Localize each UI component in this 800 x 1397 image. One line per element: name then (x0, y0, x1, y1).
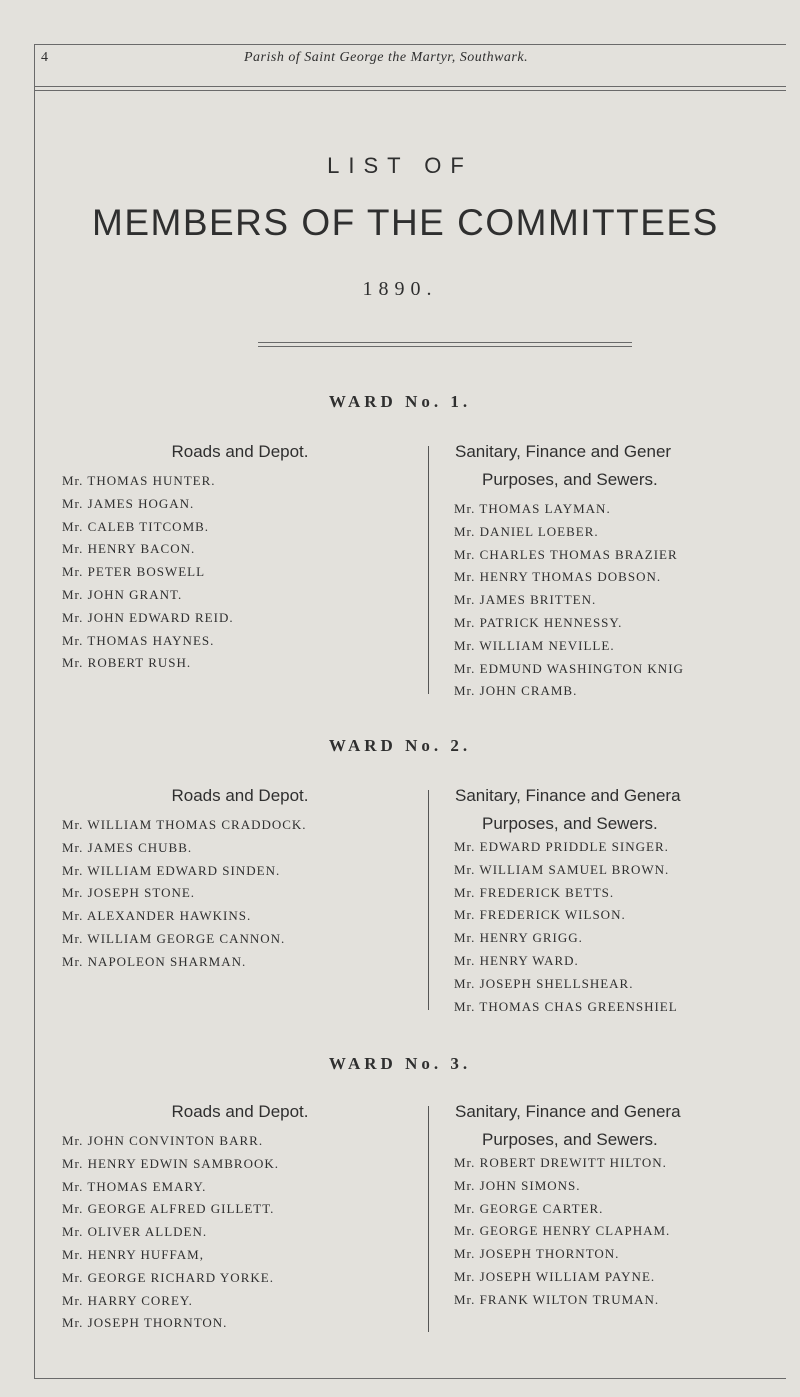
header-rule-inner (34, 90, 786, 91)
list-item: Mr. WILLIAM EDWARD SINDEN. (62, 862, 281, 878)
list-item: Mr. GEORGE RICHARD YORKE. (62, 1269, 274, 1285)
list-item: Mr. FRANK WILTON TRUMAN. (454, 1291, 660, 1307)
list-item: Mr. JOSEPH WILLIAM PAYNE. (454, 1268, 656, 1284)
list-item: Mr. ALEXANDER HAWKINS. (62, 908, 252, 924)
ward-1-sanitary-list-wrap (450, 498, 790, 708)
list-item: Mr. PETER BOSWELL (62, 564, 206, 580)
list-item: Mr. THOMAS HUNTER. (62, 473, 216, 488)
left-border (34, 44, 35, 1379)
ward-1-column-divider (428, 446, 429, 694)
list-item: Mr. HENRY THOMAS DOBSON. (454, 569, 662, 585)
ward-1-sanitary-list (454, 498, 684, 703)
list-item: Mr. GEORGE ALFRED GILLETT. (62, 1201, 275, 1217)
list-item: Mr. CALEB TITCOMB. (62, 518, 210, 534)
list-item: Mr. HENRY WARD. (454, 952, 579, 968)
ward-3-sanitary-heading-line1: Sanitary, Finance and Genera (455, 1102, 681, 1121)
list-item: Mr. HENRY HUFFAM, (62, 1246, 204, 1262)
ward-2-sanitary-heading-line1: Sanitary, Finance and Genera (455, 786, 681, 805)
bottom-border (34, 1378, 786, 1379)
list-item: Mr. JOHN SIMONS. (454, 1177, 581, 1193)
year-heading: 1890. (362, 278, 438, 300)
list-item: Mr. HENRY EDWIN SAMBROOK. (62, 1155, 279, 1171)
list-item: Mr. JOHN GRANT. (62, 586, 183, 602)
list-item: Mr. WILLIAM GEORGE CANNON. (62, 930, 286, 946)
list-item: Mr. PATRICK HENNESSY. (454, 614, 623, 630)
list-item: Mr. OLIVER ALLDEN. (62, 1224, 208, 1240)
list-item: Mr. GEORGE HENRY CLAPHAM. (454, 1223, 671, 1239)
list-item: Mr. JOSEPH THORNTON. (62, 1315, 228, 1331)
ward-2-column-divider (428, 790, 429, 1010)
list-item: Mr. FREDERICK WILSON. (454, 907, 626, 923)
list-item: Mr. EDWARD PRIDDLE SINGER. (454, 839, 669, 854)
title-divider-bottom (258, 346, 632, 347)
ward-2-roads-heading: Roads and Depot. (171, 786, 309, 805)
list-item: Mr. JOSEPH STONE. (62, 885, 196, 901)
list-item: Mr. JOHN CRAMB. (454, 683, 578, 699)
ward-2-sanitary-list (454, 836, 678, 1018)
list-item: Mr. JAMES CHUBB. (62, 839, 193, 855)
running-title: Parish of Saint George the Martyr, Southwark. (244, 50, 529, 65)
list-item: Mr. EDMUND WASHINGTON KNIG (454, 660, 684, 676)
ward-3-roads-heading: Roads and Depot. (171, 1102, 309, 1121)
list-item: Mr. JOSEPH SHELLSHEAR. (454, 975, 634, 991)
ward-1-roads-heading: Roads and Depot. (171, 442, 309, 461)
page-number: 4 (41, 50, 48, 65)
list-item: Mr. WILLIAM THOMAS CRADDOCK. (62, 817, 307, 832)
list-of-heading: LIST OF (327, 153, 473, 178)
list-item: Mr. NAPOLEON SHARMAN. (62, 953, 247, 969)
list-item: Mr. THOMAS LAYMAN. (454, 501, 611, 516)
ward-1-sanitary-heading (450, 438, 800, 498)
ward-1-title: WARD No. 1. (328, 392, 472, 411)
ward-3-sanitary-heading-line2: Purposes, and Sewers. (482, 1130, 658, 1149)
ward-2-title: WARD No. 2. (328, 736, 472, 755)
top-border (34, 44, 786, 45)
ward-2-sanitary-list-wrap (450, 836, 790, 1026)
list-item: Mr. JAMES BRITTEN. (454, 592, 597, 608)
list-item: Mr. GEORGE CARTER. (454, 1200, 604, 1216)
page-header (0, 50, 800, 76)
list-item: Mr. JAMES HOGAN. (62, 495, 195, 511)
ward-1-sanitary-heading-line1: Sanitary, Finance and Gener (455, 442, 672, 461)
list-item: Mr. ROBERT DREWITT HILTON. (454, 1155, 667, 1170)
list-item: Mr. CHARLES THOMAS BRAZIER (454, 546, 678, 562)
ward-3-column-divider (428, 1106, 429, 1332)
list-item: Mr. THOMAS EMARY. (62, 1178, 207, 1194)
ward-3-roads-list (62, 1130, 279, 1335)
ward-3-sanitary-heading (450, 1098, 790, 1158)
list-item: Mr. ROBERT RUSH. (62, 655, 192, 671)
ward-3-sanitary-list-wrap (450, 1152, 790, 1322)
title-divider-top (258, 342, 632, 343)
ward-1-sanitary-heading-line2: Purposes, and Sewers. (482, 470, 658, 489)
list-item: Mr. JOHN CONVINTON BARR. (62, 1133, 264, 1148)
list-item: Mr. HARRY COREY. (62, 1292, 193, 1308)
list-item: Mr. THOMAS CHAS GREENSHIEL (454, 998, 678, 1014)
list-item: Mr. FREDERICK BETTS. (454, 884, 615, 900)
list-item: Mr. HENRY GRIGG. (454, 930, 583, 946)
list-item: Mr. THOMAS HAYNES. (62, 632, 215, 648)
header-rule (34, 86, 786, 87)
members-heading: MEMBERS OF THE COMMITTEES (92, 202, 719, 243)
ward-2-roads-list (62, 814, 307, 974)
ward-2-sanitary-heading-line2: Purposes, and Sewers. (482, 814, 658, 833)
list-item: Mr. WILLIAM NEVILLE. (454, 637, 615, 653)
ward-3-sanitary-list (454, 1152, 670, 1312)
ward-1-roads-list (62, 470, 234, 675)
list-item: Mr. WILLIAM SAMUEL BROWN. (454, 861, 670, 877)
list-item: Mr. JOHN EDWARD REID. (62, 609, 234, 625)
list-item: Mr. JOSEPH THORNTON. (454, 1246, 620, 1262)
ward-2-sanitary-heading (450, 782, 790, 842)
list-item: Mr. HENRY BACON. (62, 541, 196, 557)
ward-3-title: WARD No. 3. (328, 1054, 472, 1073)
list-item: Mr. DANIEL LOEBER. (454, 523, 599, 539)
